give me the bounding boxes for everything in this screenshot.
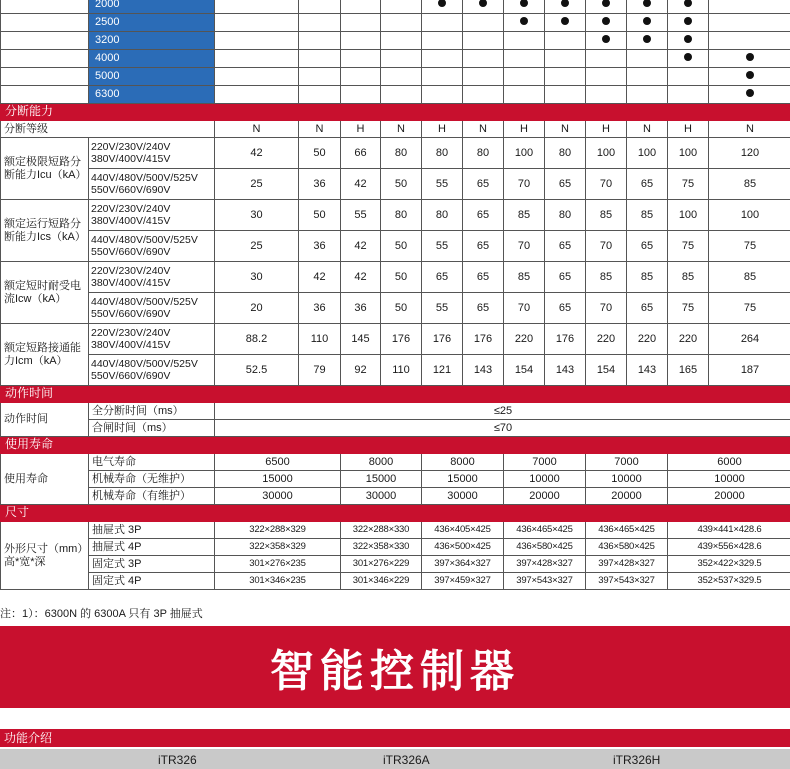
- availability-cell: [545, 0, 586, 14]
- availability-dot: [746, 89, 754, 97]
- availability-cell: [627, 68, 668, 86]
- availability-cell: [504, 0, 545, 14]
- availability-dot: [643, 0, 651, 7]
- breaking-value: 220: [668, 324, 709, 355]
- availability-cell: [586, 14, 627, 32]
- breaking-value: 100: [709, 200, 790, 231]
- availability-cell: [586, 86, 627, 104]
- blank-cell: [1, 0, 89, 14]
- availability-cell: [627, 32, 668, 50]
- breaking-value: 176: [381, 324, 422, 355]
- breaking-value: 85: [504, 262, 545, 293]
- availability-dot: [479, 0, 487, 7]
- availability-cell: [463, 0, 504, 14]
- availability-dot: [561, 17, 569, 25]
- mounting-type: 固定式 3P: [89, 556, 215, 573]
- availability-dot: [746, 71, 754, 79]
- dimension-value: 436×405×425: [422, 522, 504, 539]
- availability-cell: [299, 50, 341, 68]
- availability-cell: [504, 32, 545, 50]
- dimension-value: 352×422×329.5: [668, 556, 790, 573]
- availability-cell: [463, 68, 504, 86]
- mounting-type: 抽屉式 3P: [89, 522, 215, 539]
- voltage-range: 220V/230V/240V 380V/400V/415V: [89, 138, 215, 169]
- availability-cell: [709, 0, 790, 14]
- breaking-value: 42: [299, 262, 341, 293]
- breaking-value: 220: [627, 324, 668, 355]
- availability-cell: [422, 0, 463, 14]
- breaking-value: 70: [586, 169, 627, 200]
- breaking-value: 65: [422, 262, 463, 293]
- breaking-value: 220: [504, 324, 545, 355]
- banner: [0, 626, 790, 708]
- breaking-value: 75: [709, 293, 790, 324]
- full-break-time-value: ≤25: [215, 403, 790, 420]
- service-life-value: 6000: [668, 454, 790, 471]
- availability-cell: [381, 0, 422, 14]
- availability-dot: [643, 35, 651, 43]
- breaking-value: 85: [709, 169, 790, 200]
- availability-dot: [746, 53, 754, 61]
- breaking-value: 79: [299, 355, 341, 386]
- breaking-value: 176: [545, 324, 586, 355]
- rated-current-value: 2500: [89, 14, 215, 32]
- availability-dot: [520, 0, 528, 7]
- breaking-value: 36: [341, 293, 381, 324]
- breaking-value: 65: [463, 169, 504, 200]
- availability-cell: [668, 86, 709, 104]
- availability-cell: [341, 68, 381, 86]
- breaking-value: 65: [627, 169, 668, 200]
- availability-cell: [586, 0, 627, 14]
- grade-cell: N: [215, 121, 299, 138]
- dimension-value: 436×580×425: [504, 539, 586, 556]
- breaking-value: 100: [627, 138, 668, 169]
- dimension-value: 439×556×428.6: [668, 539, 790, 556]
- service-life-value: 7000: [586, 454, 668, 471]
- breaking-value: 85: [627, 200, 668, 231]
- availability-cell: [215, 0, 299, 14]
- availability-cell: [381, 68, 422, 86]
- rated-current-value: 6300: [89, 86, 215, 104]
- breaking-value: 85: [586, 262, 627, 293]
- grade-cell: H: [586, 121, 627, 138]
- grade-cell: H: [341, 121, 381, 138]
- availability-cell: [668, 50, 709, 68]
- breaking-value: 143: [627, 355, 668, 386]
- availability-cell: [545, 14, 586, 32]
- availability-cell: [422, 50, 463, 68]
- grade-cell: H: [504, 121, 545, 138]
- availability-cell: [299, 0, 341, 14]
- grade-cell: H: [422, 121, 463, 138]
- availability-dot: [602, 0, 610, 7]
- availability-cell: [381, 86, 422, 104]
- breaking-value: 65: [627, 293, 668, 324]
- availability-dot: [602, 17, 610, 25]
- service-life-value: 30000: [341, 488, 422, 505]
- breaking-value: 100: [668, 138, 709, 169]
- availability-cell: [668, 14, 709, 32]
- availability-cell: [504, 50, 545, 68]
- service-life-value: 10000: [586, 471, 668, 488]
- breaking-value: 25: [215, 169, 299, 200]
- breaking-value: 36: [299, 293, 341, 324]
- availability-cell: [215, 32, 299, 50]
- availability-cell: [463, 32, 504, 50]
- service-life-item: 机械寿命（有维护）: [89, 488, 215, 505]
- breaking-group-label: 额定运行短路分断能力Ics（kA）: [1, 200, 89, 262]
- breaking-value: 80: [545, 200, 586, 231]
- full-break-time-label: 全分断时间（ms）: [89, 403, 215, 420]
- rated-current-value: 5000: [89, 68, 215, 86]
- section-breaking-capacity: 分断能力: [1, 104, 790, 121]
- model-itr326: iTR326: [158, 753, 197, 767]
- availability-cell: [422, 68, 463, 86]
- action-time-label: 动作时间: [1, 403, 89, 437]
- availability-cell: [422, 32, 463, 50]
- mounting-type: 抽屉式 4P: [89, 539, 215, 556]
- breaking-value: 85: [504, 200, 545, 231]
- grade-cell: N: [463, 121, 504, 138]
- service-life-value: 15000: [215, 471, 341, 488]
- availability-cell: [299, 68, 341, 86]
- blank-cell: [1, 14, 89, 32]
- grade-cell: N: [381, 121, 422, 138]
- availability-cell: [215, 86, 299, 104]
- availability-cell: [341, 14, 381, 32]
- dimension-value: 397×428×327: [504, 556, 586, 573]
- voltage-range: 440V/480V/500V/525V 550V/660V/690V: [89, 169, 215, 200]
- availability-cell: [668, 68, 709, 86]
- closing-time-value: ≤70: [215, 420, 790, 437]
- breaking-value: 92: [341, 355, 381, 386]
- rated-current-rows: [1, 0, 790, 104]
- breaking-value: 50: [299, 138, 341, 169]
- availability-cell: [545, 32, 586, 50]
- breaking-group-label: 额定极限短路分断能力Icu（kA）: [1, 138, 89, 200]
- service-life-value: 20000: [504, 488, 586, 505]
- breaking-value: 42: [341, 169, 381, 200]
- availability-cell: [463, 14, 504, 32]
- dimension-value: 322×358×329: [215, 539, 341, 556]
- breaking-value: 65: [545, 262, 586, 293]
- dimension-value: 397×543×327: [586, 573, 668, 590]
- breaking-value: 55: [341, 200, 381, 231]
- availability-cell: [545, 50, 586, 68]
- breaking-value: 80: [422, 138, 463, 169]
- dimension-value: 436×465×425: [504, 522, 586, 539]
- breaking-group-label: 额定短路接通能力Icm（kA）: [1, 324, 89, 386]
- breaking-value: 110: [381, 355, 422, 386]
- breaking-value: 145: [341, 324, 381, 355]
- blank-cell: [1, 86, 89, 104]
- availability-cell: [381, 14, 422, 32]
- breaking-value: 25: [215, 231, 299, 262]
- banner-title: 智能控制器: [270, 647, 520, 696]
- availability-cell: [422, 14, 463, 32]
- breaking-value: 80: [381, 138, 422, 169]
- dimension-value: 301×276×229: [341, 556, 422, 573]
- dimension-value: 397×459×327: [422, 573, 504, 590]
- breaking-value: 52.5: [215, 355, 299, 386]
- availability-cell: [504, 86, 545, 104]
- section-function-intro: 功能介绍: [0, 729, 790, 747]
- breaking-value: 264: [709, 324, 790, 355]
- breaking-value: 176: [422, 324, 463, 355]
- availability-dot: [684, 0, 692, 7]
- availability-cell: [586, 50, 627, 68]
- availability-cell: [627, 86, 668, 104]
- blank-cell: [1, 50, 89, 68]
- availability-cell: [668, 32, 709, 50]
- breaking-value: 55: [422, 231, 463, 262]
- breaking-value: 120: [709, 138, 790, 169]
- availability-cell: [709, 86, 790, 104]
- breaking-value: 65: [545, 293, 586, 324]
- breaking-value: 42: [215, 138, 299, 169]
- breaking-value: 55: [422, 293, 463, 324]
- service-life-value: 8000: [422, 454, 504, 471]
- dimension-value: 322×288×330: [341, 522, 422, 539]
- breaking-value: 65: [627, 231, 668, 262]
- service-life-rows: [1, 454, 790, 505]
- availability-dot: [561, 0, 569, 7]
- availability-cell: [215, 68, 299, 86]
- dimension-value: 397×364×327: [422, 556, 504, 573]
- breaking-value: 143: [545, 355, 586, 386]
- breaking-value: 75: [709, 231, 790, 262]
- breaking-value: 42: [341, 262, 381, 293]
- breaking-value: 30: [215, 262, 299, 293]
- breaking-value: 75: [668, 169, 709, 200]
- breaking-value: 110: [299, 324, 341, 355]
- availability-cell: [627, 14, 668, 32]
- breaking-value: 50: [381, 293, 422, 324]
- breaking-value: 80: [463, 138, 504, 169]
- availability-dot: [643, 17, 651, 25]
- breaking-value: 65: [545, 169, 586, 200]
- model-header-bar: [0, 749, 790, 769]
- breaking-value: 70: [504, 293, 545, 324]
- breaking-value: 36: [299, 231, 341, 262]
- rated-current-value: 2000: [89, 0, 215, 14]
- availability-cell: [341, 0, 381, 14]
- availability-cell: [381, 50, 422, 68]
- dimension-label: 外形尺寸（mm）高*宽*深: [1, 522, 89, 590]
- availability-cell: [586, 68, 627, 86]
- service-life-value: 8000: [341, 454, 422, 471]
- availability-cell: [299, 32, 341, 50]
- breaking-value: 50: [381, 262, 422, 293]
- availability-cell: [709, 32, 790, 50]
- breaking-value: 70: [504, 231, 545, 262]
- availability-cell: [627, 50, 668, 68]
- dimension-value: 301×346×229: [341, 573, 422, 590]
- breaking-value: 121: [422, 355, 463, 386]
- footnote: 注：1）：6300N 的 6300A 只有 3P 抽屉式: [0, 608, 203, 620]
- availability-dot: [684, 35, 692, 43]
- dimension-value: 436×580×425: [586, 539, 668, 556]
- rated-current-value: 3200: [89, 32, 215, 50]
- breaking-value: 165: [668, 355, 709, 386]
- availability-cell: [299, 14, 341, 32]
- breaking-value: 30: [215, 200, 299, 231]
- grade-label: 分断等级: [1, 121, 215, 138]
- breaking-value: 20: [215, 293, 299, 324]
- breaking-value: 154: [504, 355, 545, 386]
- grade-cell: N: [627, 121, 668, 138]
- availability-cell: [381, 32, 422, 50]
- rated-current-value: 4000: [89, 50, 215, 68]
- breaking-value: 50: [299, 200, 341, 231]
- availability-cell: [545, 86, 586, 104]
- availability-cell: [215, 14, 299, 32]
- breaking-value: 65: [545, 231, 586, 262]
- availability-cell: [586, 32, 627, 50]
- availability-cell: [668, 0, 709, 14]
- voltage-range: 440V/480V/500V/525V 550V/660V/690V: [89, 231, 215, 262]
- voltage-range: 440V/480V/500V/525V 550V/660V/690V: [89, 355, 215, 386]
- dimension-value: 397×543×327: [504, 573, 586, 590]
- availability-dot: [684, 53, 692, 61]
- section-dimensions: 尺寸: [1, 505, 790, 522]
- grade-cell: N: [299, 121, 341, 138]
- availability-cell: [545, 68, 586, 86]
- dimension-value: 436×500×425: [422, 539, 504, 556]
- breaking-value: 80: [545, 138, 586, 169]
- breaking-capacity-rows: [1, 138, 790, 386]
- dimension-value: 301×346×235: [215, 573, 341, 590]
- breaking-value: 85: [668, 262, 709, 293]
- blank-cell: [1, 32, 89, 50]
- availability-cell: [627, 0, 668, 14]
- service-life-value: 7000: [504, 454, 586, 471]
- availability-cell: [422, 86, 463, 104]
- breaking-value: 80: [381, 200, 422, 231]
- service-life-value: 10000: [668, 471, 790, 488]
- breaking-value: 65: [463, 231, 504, 262]
- availability-cell: [341, 86, 381, 104]
- service-life-value: 6500: [215, 454, 341, 471]
- breaking-value: 187: [709, 355, 790, 386]
- section-service-life: 使用寿命: [1, 437, 790, 454]
- availability-cell: [504, 68, 545, 86]
- breaking-value: 70: [504, 169, 545, 200]
- service-life-value: 20000: [586, 488, 668, 505]
- availability-cell: [463, 86, 504, 104]
- availability-dot: [520, 17, 528, 25]
- breaking-value: 70: [586, 231, 627, 262]
- breaking-value: 55: [422, 169, 463, 200]
- dimension-rows: [1, 522, 790, 590]
- breaking-value: 50: [381, 169, 422, 200]
- dimension-value: 352×537×329.5: [668, 573, 790, 590]
- breaking-value: 36: [299, 169, 341, 200]
- service-life-item: 电气寿命: [89, 454, 215, 471]
- dimension-value: 436×465×425: [586, 522, 668, 539]
- service-life-value: 20000: [668, 488, 790, 505]
- service-life-value: 10000: [504, 471, 586, 488]
- breaking-value: 75: [668, 293, 709, 324]
- breaking-value: 88.2: [215, 324, 299, 355]
- dimension-value: 322×358×330: [341, 539, 422, 556]
- breaking-value: 85: [586, 200, 627, 231]
- breaking-value: 220: [586, 324, 627, 355]
- voltage-range: 220V/230V/240V 380V/400V/415V: [89, 262, 215, 293]
- mounting-type: 固定式 4P: [89, 573, 215, 590]
- dimension-value: 439×441×428.6: [668, 522, 790, 539]
- availability-cell: [709, 68, 790, 86]
- grade-cell: N: [545, 121, 586, 138]
- voltage-range: 220V/230V/240V 380V/400V/415V: [89, 200, 215, 231]
- breaking-group-label: 额定短时耐受电流Icw（kA）: [1, 262, 89, 324]
- availability-cell: [504, 14, 545, 32]
- grade-cell: H: [668, 121, 709, 138]
- availability-cell: [341, 32, 381, 50]
- breaking-value: 143: [463, 355, 504, 386]
- model-itr326h: iTR326H: [613, 753, 661, 767]
- breaking-value: 75: [668, 231, 709, 262]
- breaking-value: 65: [463, 293, 504, 324]
- service-life-value: 30000: [215, 488, 341, 505]
- availability-cell: [709, 50, 790, 68]
- breaking-value: 66: [341, 138, 381, 169]
- breaking-value: 100: [668, 200, 709, 231]
- model-itr326a: iTR326A: [383, 753, 430, 767]
- dimension-value: 397×428×327: [586, 556, 668, 573]
- service-life-value: 30000: [422, 488, 504, 505]
- service-life-value: 15000: [341, 471, 422, 488]
- breaking-value: 65: [463, 200, 504, 231]
- breaking-value: 100: [586, 138, 627, 169]
- breaking-value: 100: [504, 138, 545, 169]
- breaking-value: 154: [586, 355, 627, 386]
- breaking-value: 65: [463, 262, 504, 293]
- voltage-range: 440V/480V/500V/525V 550V/660V/690V: [89, 293, 215, 324]
- voltage-range: 220V/230V/240V 380V/400V/415V: [89, 324, 215, 355]
- availability-dot: [438, 0, 446, 7]
- breaking-value: 50: [381, 231, 422, 262]
- availability-cell: [341, 50, 381, 68]
- service-life-label: 使用寿命: [1, 454, 89, 505]
- section-action-time: 动作时间: [1, 386, 790, 403]
- dimension-value: 322×288×329: [215, 522, 341, 539]
- availability-cell: [463, 50, 504, 68]
- blank-cell: [1, 68, 89, 86]
- availability-cell: [215, 50, 299, 68]
- breaking-value: 85: [709, 262, 790, 293]
- breaking-value: 42: [341, 231, 381, 262]
- dimension-value: 301×276×235: [215, 556, 341, 573]
- closing-time-label: 合闸时间（ms）: [89, 420, 215, 437]
- breaking-value: 80: [422, 200, 463, 231]
- breaking-value: 85: [627, 262, 668, 293]
- service-life-item: 机械寿命（无维护）: [89, 471, 215, 488]
- service-life-value: 15000: [422, 471, 504, 488]
- availability-dot: [684, 17, 692, 25]
- availability-cell: [299, 86, 341, 104]
- availability-cell: [709, 14, 790, 32]
- breaking-value: 176: [463, 324, 504, 355]
- grade-cell: N: [709, 121, 790, 138]
- availability-dot: [602, 35, 610, 43]
- breaking-value: 70: [586, 293, 627, 324]
